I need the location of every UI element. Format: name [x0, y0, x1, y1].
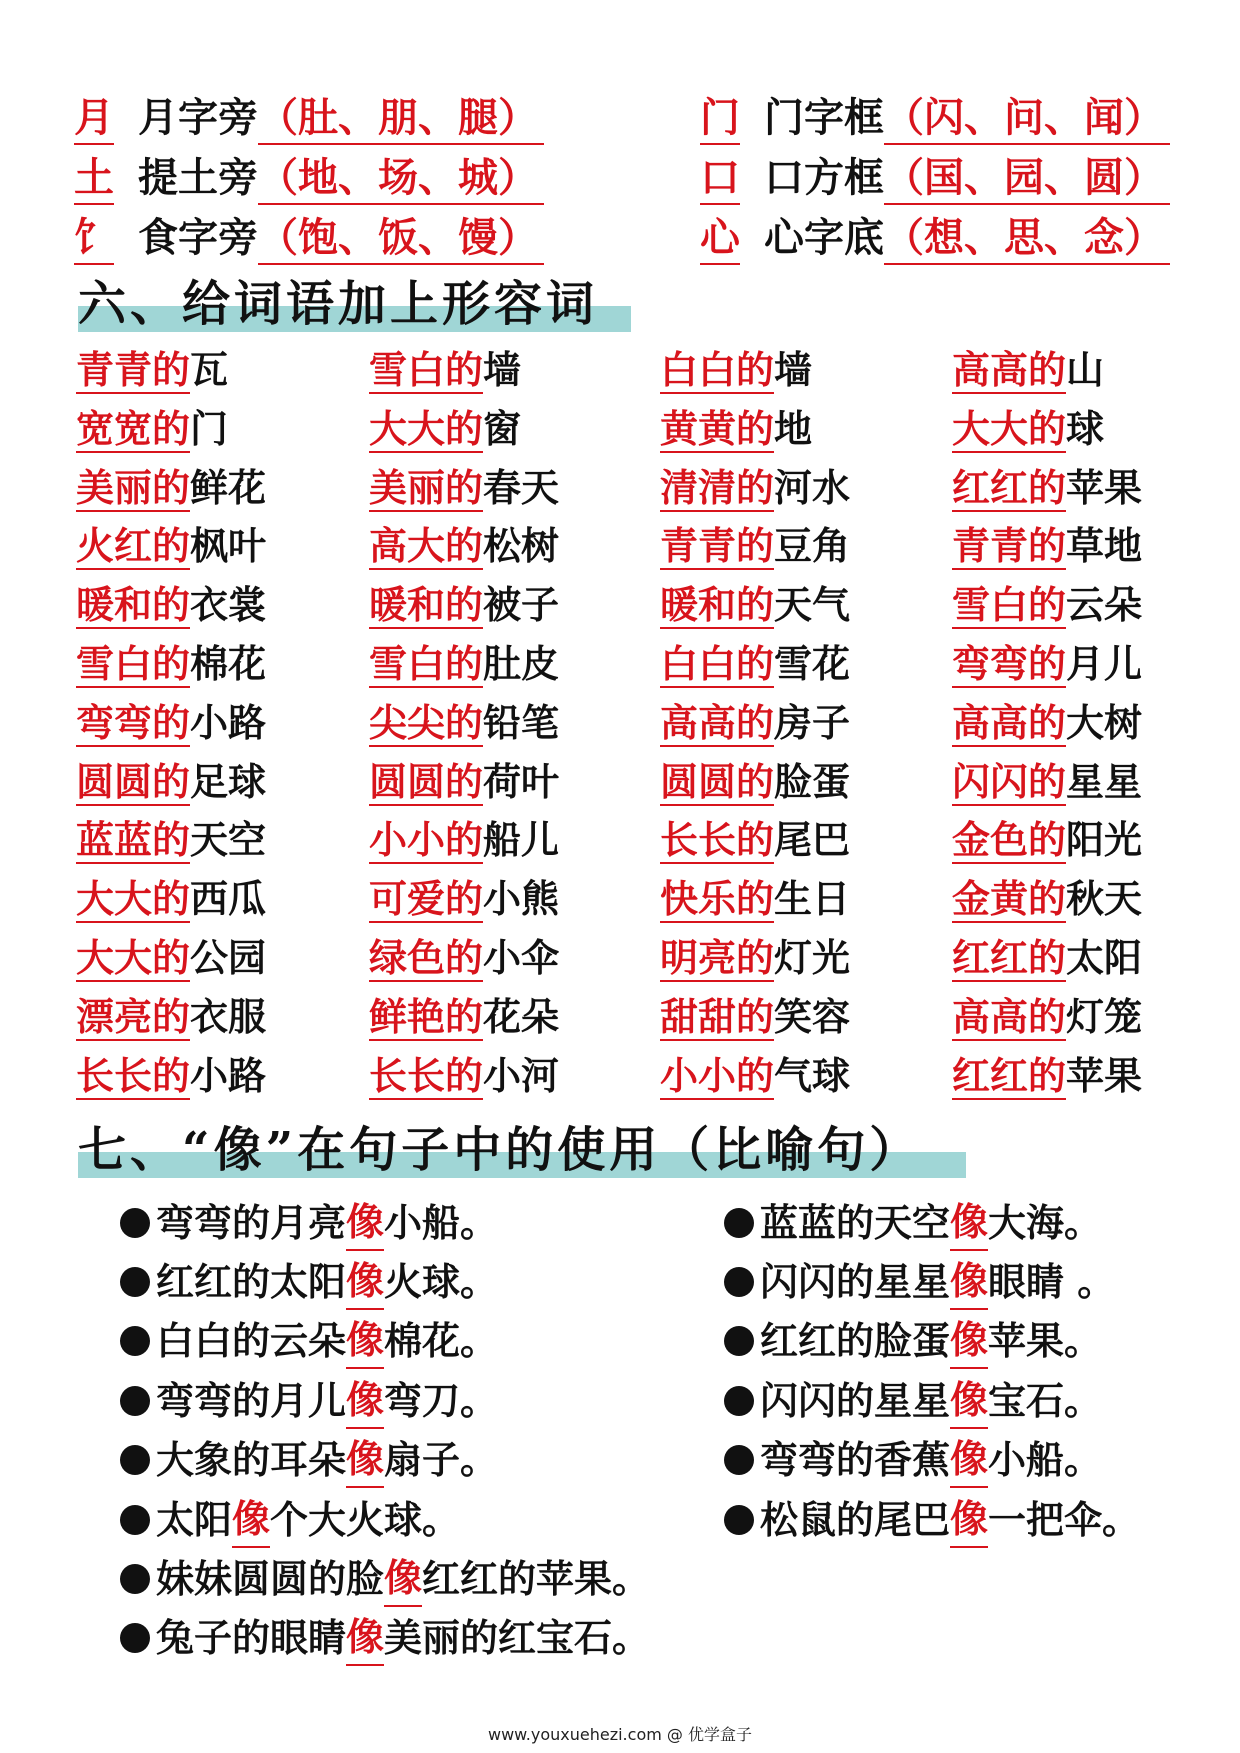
simile-column-right: [724, 1193, 1140, 1549]
noun-word: 小熊: [483, 876, 560, 922]
adjective-row: [76, 931, 1176, 990]
noun-word: 苹果: [1066, 1052, 1143, 1098]
adjective-phrase: [952, 872, 1142, 926]
adjective-word: 可爱的: [369, 876, 484, 922]
section-7-heading: [78, 1120, 958, 1180]
adjective-row: [76, 578, 1176, 637]
noun-word: 苹果: [1066, 464, 1143, 510]
simile-section: [120, 1193, 1180, 1661]
simile-object: 大海。: [988, 1199, 1103, 1245]
adjective-word: 白白的: [660, 640, 775, 686]
adjective-word: 美丽的: [369, 464, 484, 510]
noun-word: 松树: [483, 523, 560, 569]
radical-examples: （想、思、念）: [884, 213, 1170, 265]
noun-word: 公园: [190, 934, 267, 980]
simile-sentence: [724, 1312, 1140, 1371]
simile-object: 一把伞。: [988, 1496, 1141, 1542]
noun-word: 小伞: [483, 934, 560, 980]
noun-word: 窗: [483, 405, 522, 451]
adjective-word: 高高的: [952, 993, 1067, 1039]
adjective-word: 高大的: [369, 523, 484, 569]
adjective-word: 长长的: [369, 1052, 484, 1098]
bullet-icon: [724, 1505, 754, 1535]
adjective-phrase: [369, 931, 559, 985]
simile-keyword: 像: [950, 1254, 988, 1310]
adjective-word: 清清的: [660, 464, 775, 510]
adjective-phrase: [952, 755, 1142, 809]
adjective-word: 漂亮的: [76, 993, 191, 1039]
simile-keyword: 像: [950, 1195, 988, 1251]
adjective-phrase: [952, 519, 1142, 573]
bullet-icon: [120, 1623, 150, 1653]
adjective-phrase: [952, 402, 1104, 456]
radical-row: [74, 210, 1174, 270]
adjective-phrase: [369, 461, 559, 515]
simile-sentence: [120, 1252, 650, 1311]
simile-object: 个大火球。: [270, 1496, 461, 1542]
noun-word: 足球: [190, 758, 267, 804]
adjective-word: 高高的: [952, 347, 1067, 392]
adjective-word: 尖尖的: [369, 699, 484, 745]
adjective-phrase: [660, 402, 812, 456]
adjective-word: 雪白的: [952, 582, 1067, 628]
noun-word: 草地: [1066, 523, 1143, 569]
bullet-icon: [724, 1386, 754, 1416]
noun-word: 大树: [1066, 699, 1143, 745]
adjective-word: 圆圆的: [660, 758, 775, 804]
noun-word: 铅笔: [483, 699, 560, 745]
noun-word: 墙: [483, 347, 522, 392]
adjective-phrase: [660, 755, 850, 809]
adjective-word: 长长的: [660, 817, 775, 863]
bullet-icon: [120, 1505, 150, 1535]
simile-subject: 大象的耳朵: [156, 1437, 347, 1483]
noun-word: 枫叶: [190, 523, 267, 569]
simile-object: 宝石。: [988, 1377, 1103, 1423]
adjective-phrase: [76, 755, 266, 809]
adjective-word: 明亮的: [660, 934, 775, 980]
adjective-row: [76, 696, 1176, 755]
noun-word: 豆角: [774, 523, 851, 569]
noun-word: 西瓜: [190, 876, 267, 922]
radical-char: 饣: [74, 213, 114, 265]
adjective-phrase: [369, 813, 559, 867]
adjective-phrase: [76, 931, 266, 985]
noun-word: 小路: [190, 699, 267, 745]
adjective-phrase: [660, 872, 850, 926]
radical-entry: [700, 150, 1170, 206]
noun-word: 灯光: [774, 934, 851, 980]
adjective-phrase: [76, 990, 266, 1044]
simile-object: 美丽的红宝石。: [384, 1615, 651, 1661]
adjective-phrase: [952, 696, 1142, 750]
radical-examples: （饱、饭、馒）: [258, 213, 544, 265]
adjective-word: 黄黄的: [660, 405, 775, 451]
radical-char: 门: [700, 93, 740, 145]
noun-word: 肚皮: [483, 640, 560, 686]
simile-subject: 太阳: [156, 1496, 233, 1542]
simile-object: 苹果。: [988, 1318, 1103, 1364]
simile-sentence: [724, 1431, 1140, 1490]
simile-subject: 红红的脸蛋: [760, 1318, 951, 1364]
simile-sentence: [120, 1431, 650, 1490]
noun-word: 花朵: [483, 993, 560, 1039]
simile-sentence: [120, 1193, 650, 1252]
simile-subject: 弯弯的月儿: [156, 1377, 347, 1423]
adjective-phrase: [660, 1049, 850, 1103]
adjective-phrase: [369, 990, 559, 1044]
adjective-word: 红红的: [952, 1052, 1067, 1098]
bullet-icon: [724, 1208, 754, 1238]
adjective-word: 长长的: [76, 1052, 191, 1098]
adjective-word: 暖和的: [660, 582, 775, 628]
simile-keyword: 像: [232, 1492, 270, 1548]
radical-entry: [74, 210, 544, 266]
adjective-phrase: [660, 343, 812, 397]
adjective-word: 圆圆的: [76, 758, 191, 804]
adjective-phrase: [660, 931, 850, 985]
adjective-word: 暖和的: [76, 582, 191, 628]
noun-word: 雪花: [774, 640, 851, 686]
adjective-word: 青青的: [952, 523, 1067, 569]
simile-subject: 兔子的眼睛: [156, 1615, 347, 1661]
adjective-phrase: [952, 637, 1142, 691]
adjective-word: 弯弯的: [952, 640, 1067, 686]
noun-word: 天空: [190, 817, 267, 863]
noun-word: 衣裳: [190, 582, 267, 628]
adjective-word: 宽宽的: [76, 405, 191, 451]
adjective-word: 白白的: [660, 347, 775, 392]
noun-word: 被子: [483, 582, 560, 628]
adjective-row: [76, 755, 1176, 814]
adjective-phrase: [952, 931, 1142, 985]
adjective-phrase: [76, 519, 266, 573]
simile-keyword: 像: [950, 1432, 988, 1488]
radical-row: [74, 90, 1174, 150]
noun-word: 天气: [774, 582, 851, 628]
adjective-row: [76, 990, 1176, 1049]
adjective-row: [76, 872, 1176, 931]
adjective-phrase: [660, 990, 850, 1044]
adjective-word: 大大的: [369, 405, 484, 451]
adjective-grid: [76, 343, 1176, 1107]
adjective-row: [76, 637, 1176, 696]
noun-word: 星星: [1066, 758, 1143, 804]
simile-keyword: 像: [346, 1610, 384, 1666]
adjective-phrase: [369, 696, 559, 750]
adjective-word: 甜甜的: [660, 993, 775, 1039]
radical-entry: [74, 150, 544, 206]
adjective-word: 雪白的: [76, 640, 191, 686]
simile-subject: 闪闪的星星: [760, 1377, 951, 1423]
simile-sentence: [120, 1549, 650, 1608]
adjective-word: 美丽的: [76, 464, 191, 510]
simile-sentence: [724, 1193, 1140, 1252]
radical-name: 口方框: [764, 154, 884, 201]
noun-word: 船儿: [483, 817, 560, 863]
simile-subject: 弯弯的香蕉: [760, 1437, 951, 1483]
bullet-icon: [724, 1445, 754, 1475]
adjective-phrase: [369, 578, 559, 632]
bullet-icon: [120, 1564, 150, 1594]
adjective-phrase: [660, 578, 850, 632]
radical-name: 提土旁: [138, 154, 258, 201]
radical-name: 门字框: [764, 94, 884, 141]
section-7-title: 七、“像”在句子中的使用（比喻句）: [78, 1122, 922, 1178]
simile-subject: 弯弯的月亮: [156, 1199, 347, 1245]
simile-keyword: 像: [346, 1373, 384, 1429]
adjective-phrase: [952, 461, 1142, 515]
section-6-heading: [78, 274, 623, 334]
adjective-word: 大大的: [76, 876, 191, 922]
adjective-word: 高高的: [952, 699, 1067, 745]
adjective-row: [76, 519, 1176, 578]
adjective-row: [76, 461, 1176, 520]
adjective-phrase: [952, 343, 1104, 397]
adjective-phrase: [76, 696, 266, 750]
radical-examples: （肚、朋、腿）: [258, 93, 544, 145]
radical-char: 心: [700, 213, 740, 265]
simile-sentence: [724, 1490, 1140, 1549]
noun-word: 云朵: [1066, 582, 1143, 628]
noun-word: 笑容: [774, 993, 851, 1039]
bullet-icon: [120, 1267, 150, 1297]
bullet-icon: [120, 1386, 150, 1416]
simile-keyword: 像: [384, 1551, 422, 1607]
noun-word: 阳光: [1066, 817, 1143, 863]
radical-char: 月: [74, 93, 114, 145]
radical-entry: [74, 90, 544, 146]
adjective-word: 大大的: [952, 405, 1067, 451]
simile-sentence: [120, 1371, 650, 1430]
adjective-phrase: [952, 990, 1142, 1044]
adjective-phrase: [369, 519, 559, 573]
adjective-phrase: [952, 1049, 1142, 1103]
simile-object: 红红的苹果。: [422, 1556, 651, 1602]
noun-word: 小河: [483, 1052, 560, 1098]
simile-sentence: [724, 1371, 1140, 1430]
adjective-phrase: [76, 813, 266, 867]
radical-entry: [700, 90, 1170, 146]
radical-name: 心字底: [764, 214, 884, 261]
simile-keyword: 像: [346, 1195, 384, 1251]
simile-subject: 红红的太阳: [156, 1259, 347, 1305]
simile-object: 火球。: [384, 1259, 499, 1305]
adjective-phrase: [952, 578, 1142, 632]
simile-subject: 松鼠的尾巴: [760, 1496, 951, 1542]
radical-name: 月字旁: [138, 94, 258, 141]
adjective-word: 大大的: [76, 934, 191, 980]
simile-keyword: 像: [950, 1492, 988, 1548]
adjective-word: 鲜艳的: [369, 993, 484, 1039]
bullet-icon: [120, 1208, 150, 1238]
adjective-phrase: [660, 519, 850, 573]
adjective-word: 雪白的: [369, 640, 484, 686]
noun-word: 鲜花: [190, 464, 267, 510]
bullet-icon: [120, 1326, 150, 1356]
radical-examples: （地、场、城）: [258, 153, 544, 205]
adjective-phrase: [76, 461, 266, 515]
adjective-phrase: [660, 637, 850, 691]
noun-word: 灯笼: [1066, 993, 1143, 1039]
noun-word: 球: [1066, 405, 1105, 451]
noun-word: 门: [190, 405, 229, 451]
simile-object: 扇子。: [384, 1437, 499, 1483]
noun-word: 河水: [774, 464, 851, 510]
noun-word: 棉花: [190, 640, 267, 686]
noun-word: 地: [774, 405, 813, 451]
adjective-row: [76, 813, 1176, 872]
adjective-word: 金色的: [952, 817, 1067, 863]
noun-word: 瓦: [190, 347, 229, 392]
adjective-phrase: [369, 637, 559, 691]
adjective-phrase: [952, 813, 1142, 867]
noun-word: 脸蛋: [774, 758, 851, 804]
section-6-title: 六、给词语加上形容词: [78, 276, 599, 332]
adjective-word: 青青的: [660, 523, 775, 569]
noun-word: 衣服: [190, 993, 267, 1039]
adjective-row: [76, 402, 1176, 461]
radicals-section: [74, 90, 1174, 270]
radical-name: 食字旁: [138, 214, 258, 261]
adjective-phrase: [76, 578, 266, 632]
adjective-word: 高高的: [660, 699, 775, 745]
adjective-phrase: [369, 1049, 559, 1103]
adjective-word: 闪闪的: [952, 758, 1067, 804]
simile-sentence: [120, 1609, 650, 1668]
simile-sentence: [120, 1312, 650, 1371]
adjective-word: 金黄的: [952, 876, 1067, 922]
adjective-word: 红红的: [952, 934, 1067, 980]
adjective-word: 弯弯的: [76, 699, 191, 745]
adjective-phrase: [369, 755, 559, 809]
adjective-word: 暖和的: [369, 582, 484, 628]
simile-object: 棉花。: [384, 1318, 499, 1364]
adjective-phrase: [76, 1049, 266, 1103]
radical-examples: （闪、问、闻）: [884, 93, 1170, 145]
noun-word: 春天: [483, 464, 560, 510]
adjective-phrase: [369, 402, 521, 456]
noun-word: 墙: [774, 347, 813, 392]
adjective-word: 小小的: [660, 1052, 775, 1098]
adjective-phrase: [76, 343, 228, 397]
adjective-phrase: [76, 872, 266, 926]
radical-entry: [700, 210, 1170, 266]
adjective-phrase: [76, 637, 266, 691]
noun-word: 秋天: [1066, 876, 1143, 922]
simile-keyword: 像: [346, 1432, 384, 1488]
noun-word: 气球: [774, 1052, 851, 1098]
simile-object: 小船。: [384, 1199, 499, 1245]
noun-word: 荷叶: [483, 758, 560, 804]
adjective-phrase: [369, 872, 559, 926]
simile-object: 小船。: [988, 1437, 1103, 1483]
bullet-icon: [724, 1267, 754, 1297]
simile-keyword: 像: [950, 1373, 988, 1429]
adjective-phrase: [369, 343, 521, 397]
adjective-row: [76, 1049, 1176, 1108]
noun-word: 房子: [774, 699, 851, 745]
simile-subject: 蓝蓝的天空: [760, 1199, 951, 1245]
noun-word: 生日: [774, 876, 851, 922]
adjective-word: 快乐的: [660, 876, 775, 922]
noun-word: 太阳: [1066, 934, 1143, 980]
simile-subject: 妹妹圆圆的脸: [156, 1556, 385, 1602]
noun-word: 尾巴: [774, 817, 851, 863]
radical-char: 土: [74, 153, 114, 205]
noun-word: 月儿: [1066, 640, 1143, 686]
adjective-row: [76, 343, 1176, 402]
simile-subject: 白白的云朵: [156, 1318, 347, 1364]
adjective-phrase: [76, 402, 228, 456]
simile-sentence: [120, 1490, 650, 1549]
simile-keyword: 像: [346, 1313, 384, 1369]
adjective-phrase: [660, 813, 850, 867]
bullet-icon: [120, 1445, 150, 1475]
radical-examples: （国、园、圆）: [884, 153, 1170, 205]
simile-column-left: [120, 1193, 650, 1668]
adjective-word: 青青的: [76, 347, 191, 392]
simile-object: 弯刀。: [384, 1377, 499, 1423]
simile-subject: 闪闪的星星: [760, 1259, 951, 1305]
noun-word: 山: [1066, 347, 1105, 392]
adjective-phrase: [660, 696, 850, 750]
adjective-word: 圆圆的: [369, 758, 484, 804]
adjective-phrase: [660, 461, 850, 515]
footer-watermark: www.youxuehezi.com @ 优学盒子: [488, 1725, 752, 1744]
adjective-word: 红红的: [952, 464, 1067, 510]
simile-keyword: 像: [346, 1254, 384, 1310]
simile-object: 眼睛 。: [988, 1259, 1116, 1305]
simile-keyword: 像: [950, 1313, 988, 1369]
adjective-word: 小小的: [369, 817, 484, 863]
adjective-word: 火红的: [76, 523, 191, 569]
adjective-word: 蓝蓝的: [76, 817, 191, 863]
radical-row: [74, 150, 1174, 210]
bullet-icon: [724, 1326, 754, 1356]
simile-sentence: [724, 1252, 1140, 1311]
radical-char: 口: [700, 153, 740, 205]
adjective-word: 雪白的: [369, 347, 484, 392]
noun-word: 小路: [190, 1052, 267, 1098]
adjective-word: 绿色的: [369, 934, 484, 980]
